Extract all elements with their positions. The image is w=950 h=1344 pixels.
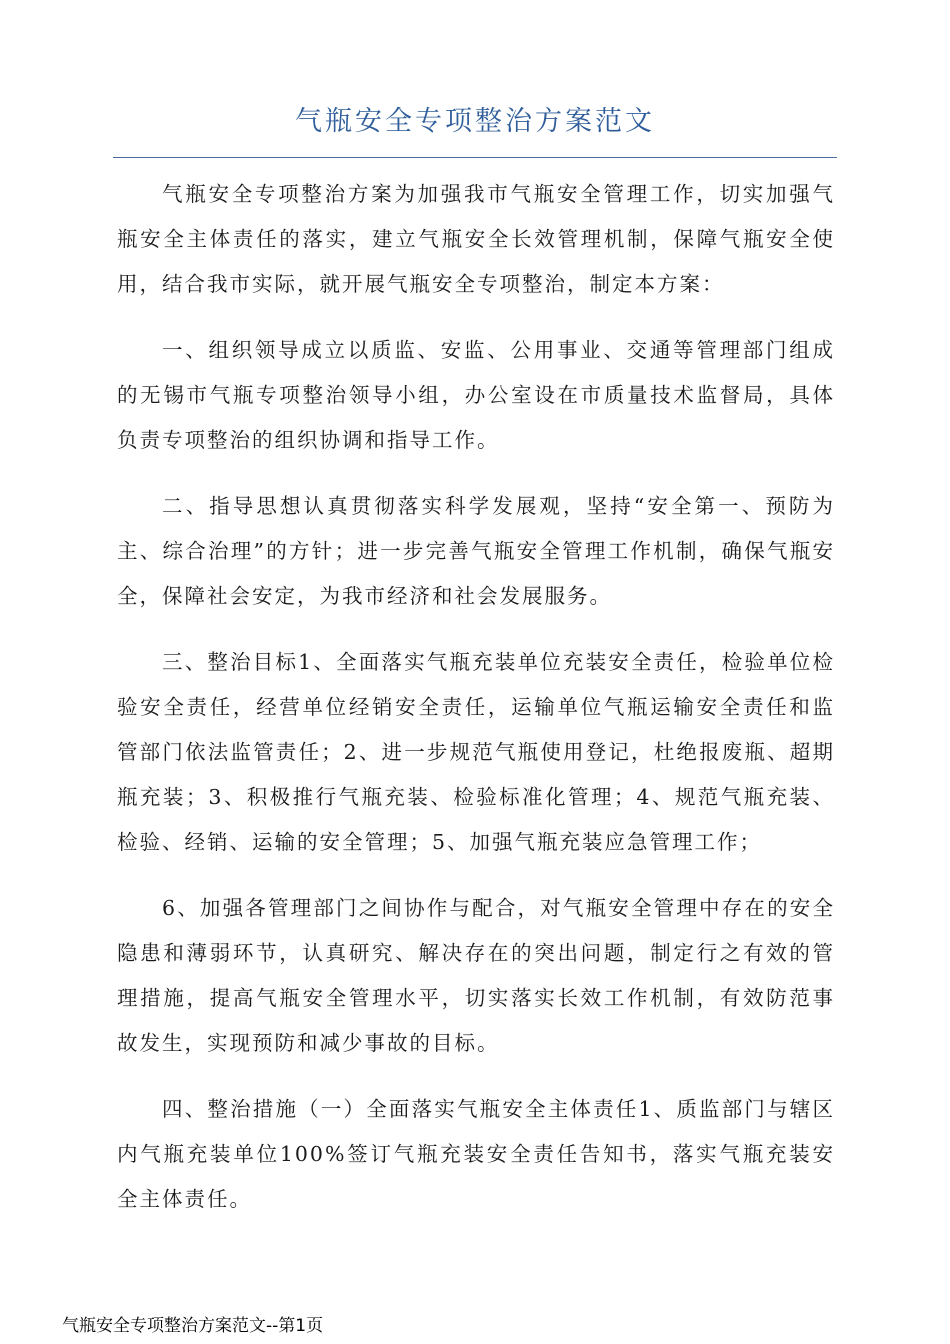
paragraph-intro: 气瓶安全专项整治方案为加强我市气瓶安全管理工作，切实加强气瓶安全主体责任的落实，建立气瓶安全长效管理机制，保障气瓶安全使用，结合我市实际，就开展气瓶安全专项整治，制定本方案：: [117, 182, 835, 296]
title-divider: [113, 157, 837, 158]
paragraph-measures: 四、整治措施（一）全面落实气瓶安全主体责任1、质监部门与辖区内气瓶充装单位100%签订气瓶充装安全责任告知书，落实气瓶充装安全主体责任。: [117, 1097, 835, 1211]
paragraph-cooperation: 6、加强各管理部门之间协作与配合，对气瓶安全管理中存在的安全隐患和薄弱环节，认真研究、解决存在的突出问题，制定行之有效的管理措施，提高气瓶安全管理水平，切实落实长效工作机制，有效防范事故发生，实现预防和减少事故的目标。: [117, 896, 835, 1055]
paragraph-goals: 三、整治目标1、全面落实气瓶充装单位充装安全责任，检验单位检验安全责任，经营单位经销安全责任，运输单位气瓶运输安全责任和监管部门依法监管责任；2、进一步规范气瓶使用登记，杜绝报废瓶、超期瓶充装；3、积极推行气瓶充装、检验标准化管理；4、规范气瓶充装、检验、经销、运输的安全管理；5、加强气瓶充装应急管理工作；: [117, 650, 835, 854]
page-footer: 气瓶安全专项整治方案范文--第1页: [62, 1316, 324, 1336]
page-title: 气瓶安全专项整治方案范文: [295, 106, 655, 137]
paragraph-guiding-ideology: 二、指导思想认真贯彻落实科学发展观，坚持“安全第一、预防为主、综合治理”的方针；进一步完善气瓶安全管理工作机制，确保气瓶安全，保障社会安定，为我市经济和社会发展服务。: [117, 494, 835, 608]
document-body: [117, 172, 835, 1243]
paragraph-organization: 一、组织领导成立以质监、安监、公用事业、交通等管理部门组成的无锡市气瓶专项整治领导小组，办公室设在市质量技术监督局，具体负责专项整治的组织协调和指导工作。: [117, 338, 835, 452]
